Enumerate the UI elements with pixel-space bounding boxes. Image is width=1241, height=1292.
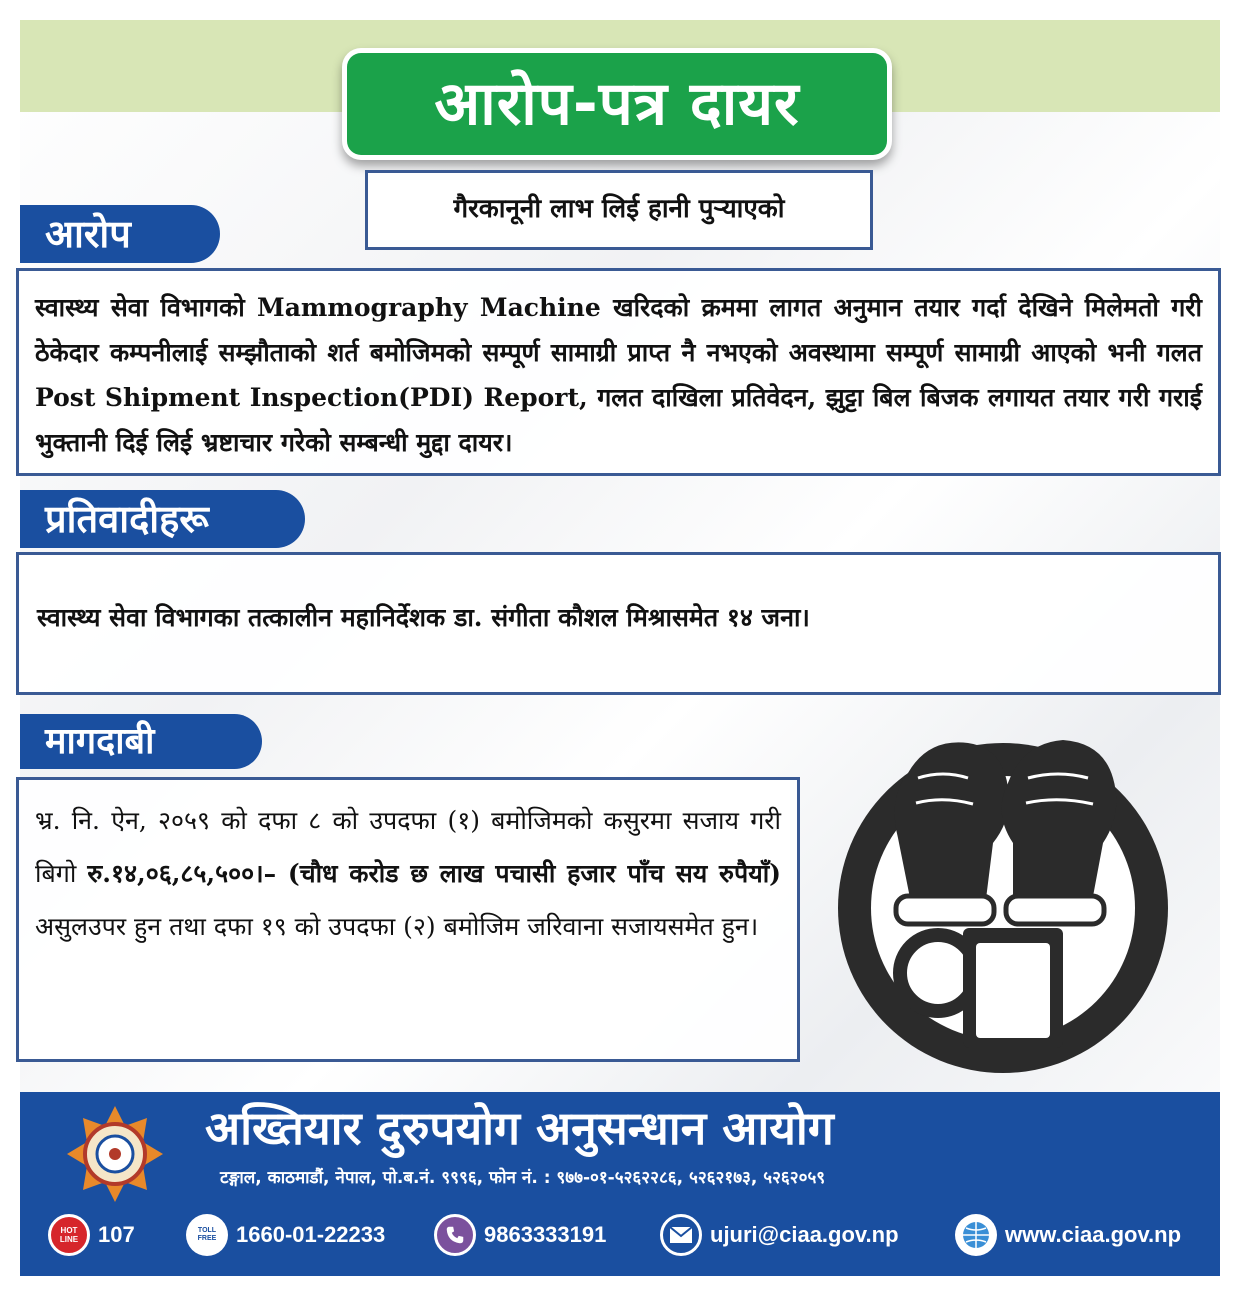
viber-phone-glyph bbox=[444, 1224, 466, 1246]
aarop-box bbox=[16, 268, 1221, 476]
tollfree-number: 1660-01-22233 bbox=[236, 1222, 386, 1247]
email-address: ujuri@ciaa.gov.np bbox=[710, 1222, 899, 1247]
contact-bar bbox=[20, 1210, 1220, 1260]
section-label-aarop: आरोप bbox=[20, 205, 220, 263]
globe-glyph bbox=[961, 1220, 991, 1250]
globe-icon bbox=[955, 1214, 997, 1256]
hotline-icon-label: HOT LINE bbox=[59, 1226, 79, 1244]
section-label-demand: मागदाबी bbox=[20, 714, 262, 769]
page-title: आरोप-पत्र दायर bbox=[347, 53, 887, 155]
tollfree-icon-label: TOLL FREE bbox=[197, 1227, 217, 1242]
contact-website[interactable] bbox=[955, 1210, 1181, 1260]
defendants-text: स्वास्थ्य सेवा विभागका तत्कालीन महानिर्देशक डा. संगीता कौशल मिश्रासमेत १४ जना। bbox=[37, 603, 810, 632]
website-url: www.ciaa.gov.np bbox=[1005, 1222, 1182, 1247]
demand-amount: रु.१४,०६,८५,५००।– (चौध करोड छ लाख पचासी हजार पाँच सय रुपैयाँ) bbox=[87, 859, 781, 888]
contact-email[interactable] bbox=[660, 1210, 899, 1260]
contact-tollfree[interactable] bbox=[186, 1210, 385, 1260]
section-label-defendants: प्रतिवादीहरू bbox=[20, 490, 305, 548]
hotline-icon bbox=[48, 1214, 90, 1256]
aarop-text: स्वास्थ्य सेवा विभागको Mammography Machine खरिदको क्रममा लागत अनुमान तयार गर्दा देखिने मिलेमतो गरी ठेकेदार कम्पनीलाई सम्झौताको शर्त बमोजिमको सम्पूर्ण सामाग्री प्राप्त नै नभएको अवस्थामा सम्पूर्ण सामाग्री आएको भनी गलत Post Shipment Inspection(PDI) Report, गलत दाखिला प्रतिवेदन, झुट्टा बिल बिजक लगायत तयार गरी गराई भुक्तानी दिई लिई भ्रष्टाचार गरेको सम्बन्धी मुद्दा दायर। bbox=[35, 293, 1202, 457]
contact-viber[interactable] bbox=[434, 1210, 606, 1260]
viber-icon bbox=[434, 1214, 476, 1256]
defendants-box bbox=[16, 552, 1221, 695]
email-icon bbox=[660, 1214, 702, 1256]
contact-hotline[interactable] bbox=[48, 1210, 135, 1260]
org-name: अख्तियार दुरुपयोग अनुसन्धान आयोग bbox=[205, 1101, 834, 1155]
ciaa-logo bbox=[65, 1104, 165, 1204]
envelope-glyph bbox=[669, 1226, 693, 1244]
hotline-number: 107 bbox=[98, 1222, 135, 1247]
demand-box bbox=[16, 777, 800, 1062]
tollfree-phone-icon bbox=[186, 1214, 228, 1256]
viber-number: 9863333191 bbox=[484, 1222, 607, 1247]
org-address: टङ्गाल, काठमाडौं, नेपाल, पो.ब.नं. ९९९६, फोन नं. : ९७७-०१-५२६२२८६, ५२६२१७३, ५२६२०५९ bbox=[220, 1168, 826, 1188]
handcuffed-fists-icon bbox=[818, 718, 1188, 1078]
demand-text-post: असुलउपर हुन तथा दफा १९ को उपदफा (२) बमोजिम जरिवाना सजायसमेत हुन। bbox=[35, 912, 759, 941]
demand-text-pre: भ्र. नि. ऐन, २०५९ को दफा ८ को उपदफा (१) बमोजिमको कसुरमा सजाय गरी बिगो bbox=[35, 806, 781, 888]
demand-text bbox=[35, 794, 781, 953]
page-subtitle: गैरकानूनी लाभ लिई हानी पुऱ्याएको bbox=[365, 170, 873, 250]
footer bbox=[20, 1092, 1220, 1276]
